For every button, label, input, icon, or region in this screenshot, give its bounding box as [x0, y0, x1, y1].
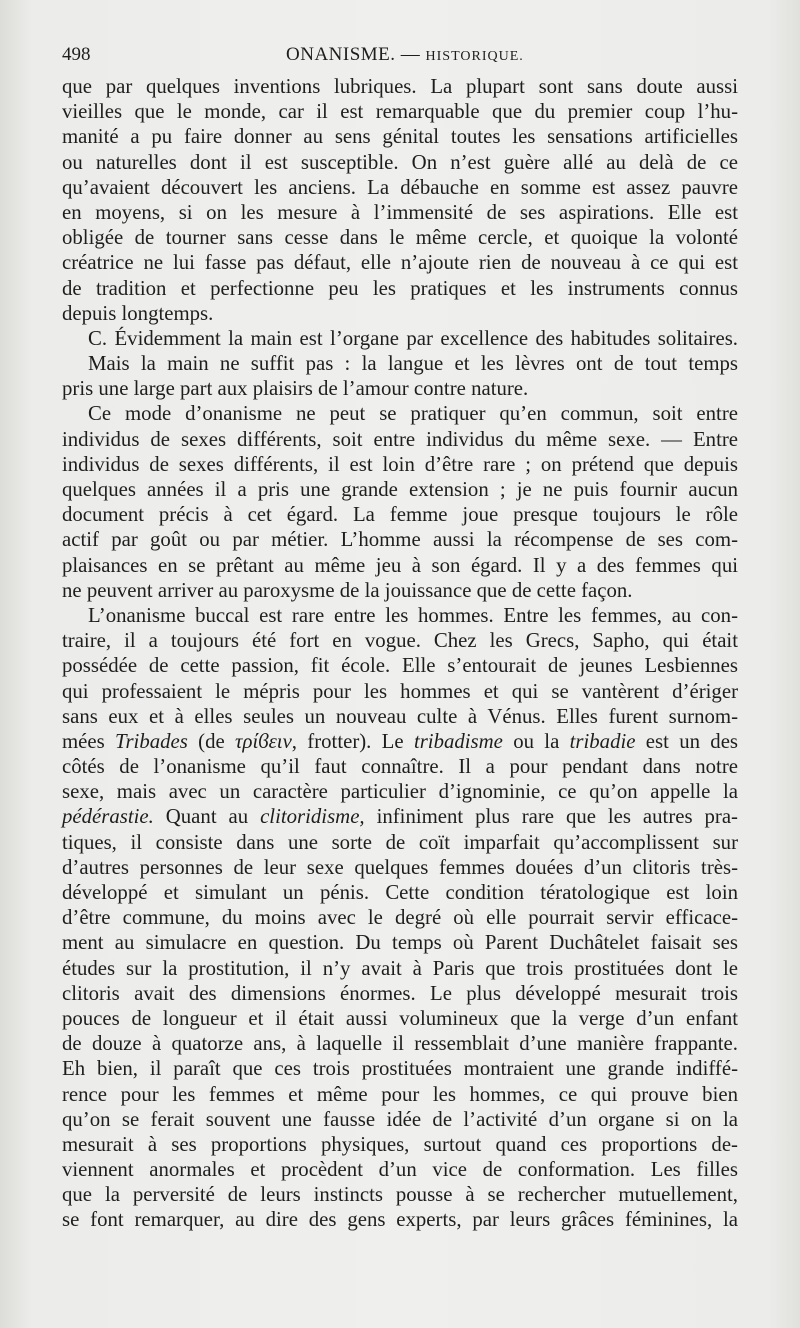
text-line: plaisances en se prêtant au même jeu à son égard. Il y a des femmes qui: [62, 553, 738, 577]
text-line: en moyens, si on les mesure à l’immensité de ses aspirations. Elle est: [62, 200, 738, 224]
text-line: d’autres personnes de leur sexe quelques femmes douées d’un clitoris très-: [62, 855, 738, 879]
text-line: individus de sexes différents, il est loin d’être rare ; on prétend que depuis: [62, 452, 738, 476]
text-line: d’être commune, du moins avec le degré où elle pourrait servir efficace-: [62, 906, 738, 930]
text-line: traire, il a toujours été fort en vogue. Chez les Grecs, Sapho, qui était: [62, 629, 738, 653]
text-line: depuis longtemps.: [62, 301, 214, 325]
text-line: mesurait à ses proportions physiques, surtout quand ces proportions de-: [62, 1132, 738, 1156]
text-line: Eh bien, il paraît que ces trois prostituées montraient une grande indiffé-: [62, 1057, 738, 1081]
header-separator: —: [400, 44, 421, 65]
italic-term: τρίϐειν: [235, 729, 292, 753]
running-header: [62, 44, 738, 72]
text-run: est un des: [635, 729, 739, 753]
italic-term: tribadie: [569, 729, 636, 753]
text-line: C. Évidemment la main est l’organe par excellence des habitudes solitaires.: [88, 326, 738, 350]
text-line: individus de sexes différents, soit entre individus du même sexe. — Entre: [62, 427, 738, 451]
text-line: actif par goût ou par métier. L’homme aussi la récompense de ses com-: [62, 528, 738, 552]
text-line: qu’on se ferait souvent une fausse idée de l’activité d’un organe si on la: [62, 1107, 738, 1131]
text-line: Mais la main ne suffit pas : la langue et les lèvres ont de tout temps: [88, 352, 738, 376]
text-run: (de: [187, 729, 236, 753]
header-subtitle: HISTORIQUE.: [425, 49, 524, 64]
text-line: créatrice ne lui fasse pas défaut, elle n’ajoute rien de nouveau à ce qui est: [62, 251, 738, 275]
text-line: pouces de longueur et il était aussi volumineux que la verge d’un enfant: [62, 1006, 738, 1030]
text-line: manité a pu faire donner au sens génital toutes les sensations artificielles: [62, 125, 738, 149]
text-line: sans eux et à elles seules un nouveau culte à Vénus. Elles furent surnom-: [62, 704, 738, 728]
text-line: que la perversité de leurs instincts pousse à se rechercher mutuellement,: [62, 1183, 738, 1207]
text-line: que par quelques inventions lubriques. La plupart sont sans doute aussi: [62, 75, 738, 98]
text-line: [62, 729, 738, 754]
text-line: [62, 804, 738, 829]
text-run: mées: [62, 729, 116, 753]
text-line: clitoris avait des dimensions énormes. Le plus développé mesurait trois: [62, 981, 738, 1005]
header-title: ONANISME.: [286, 44, 396, 65]
text-line: Ce mode d’onanisme ne peut se pratiquer qu’en commun, soit entre: [88, 402, 738, 426]
text-line: côtés de l’onanisme qu’il faut connaître. Il a pour pendant dans notre: [62, 755, 738, 779]
running-title: [286, 44, 524, 66]
text-line: tiques, il consiste dans une sorte de coït imparfait qu’accomplissent sur: [62, 830, 738, 854]
text-run: infiniment plus rare que les autres pra-: [364, 805, 738, 829]
text-line: de douze à quatorze ans, à laquelle il ressemblait d’une manière frappante.: [62, 1032, 738, 1056]
italic-term: tribadisme: [413, 729, 503, 753]
text-line: ou naturelles dont il est susceptible. On n’est guère allé au delà de ce: [62, 150, 738, 174]
text-line: viennent anormales et procèdent d’un vice de conformation. Les filles: [62, 1158, 738, 1182]
text-line: études sur la prostitution, il n’y avait à Paris que trois prostituées dont le: [62, 956, 738, 980]
text-line: ment au simulacre en question. Du temps où Parent Duchâtelet faisait ses: [62, 931, 738, 955]
italic-term: Tribades: [115, 729, 188, 753]
text-line: obligée de tourner sans cesse dans le même cercle, et quoique la volonté: [62, 226, 738, 250]
text-line: quelques années il a pris une grande extension ; je ne puis fournir aucun: [62, 478, 738, 501]
text-line: développé et simulant un pénis. Cette condition tératologique est loin: [62, 881, 738, 904]
text-line: qu’avaient découvert les anciens. La débauche en somme est assez pauvre: [62, 175, 738, 199]
text-line: possédée de cette passion, fit école. Elle s’entourait de jeunes Lesbiennes: [62, 654, 738, 678]
body-text: [62, 74, 738, 1233]
text-line: vieilles que le monde, car il est remarquable que du premier coup l’hu-: [62, 100, 738, 124]
italic-term: clitoridisme,: [260, 805, 365, 829]
page-number: 498: [62, 44, 91, 65]
text-line: L’onanisme buccal est rare entre les hommes. Entre les femmes, au con-: [88, 603, 738, 627]
text-line: document précis à cet égard. La femme joue presque toujours le rôle: [62, 503, 738, 527]
text-run: ou la: [502, 729, 570, 753]
text-line: se font remarquer, au dire des gens experts, par leurs grâces féminines, la: [62, 1208, 738, 1232]
italic-term: pédérastie.: [62, 805, 154, 829]
text-line: qui professaient le mépris pour les hommes et qui se vantèrent d’ériger: [62, 679, 738, 703]
text-line: pris une large part aux plaisirs de l’amour contre nature.: [62, 377, 529, 401]
text-line: ne peuvent arriver au paroxysme de la jouissance que de cette façon.: [62, 578, 633, 602]
text-line: de tradition et perfectionne peu les pratiques et les instruments connus: [62, 276, 738, 300]
text-run: , frotter). Le: [291, 729, 414, 753]
text-run: Quant au: [153, 805, 261, 829]
text-line: rence pour les femmes et même pour les hommes, ce qui prouve bien: [62, 1082, 738, 1106]
text-line: sexe, mais avec un caractère particulier d’ignominie, ce qu’on appelle la: [62, 780, 738, 804]
